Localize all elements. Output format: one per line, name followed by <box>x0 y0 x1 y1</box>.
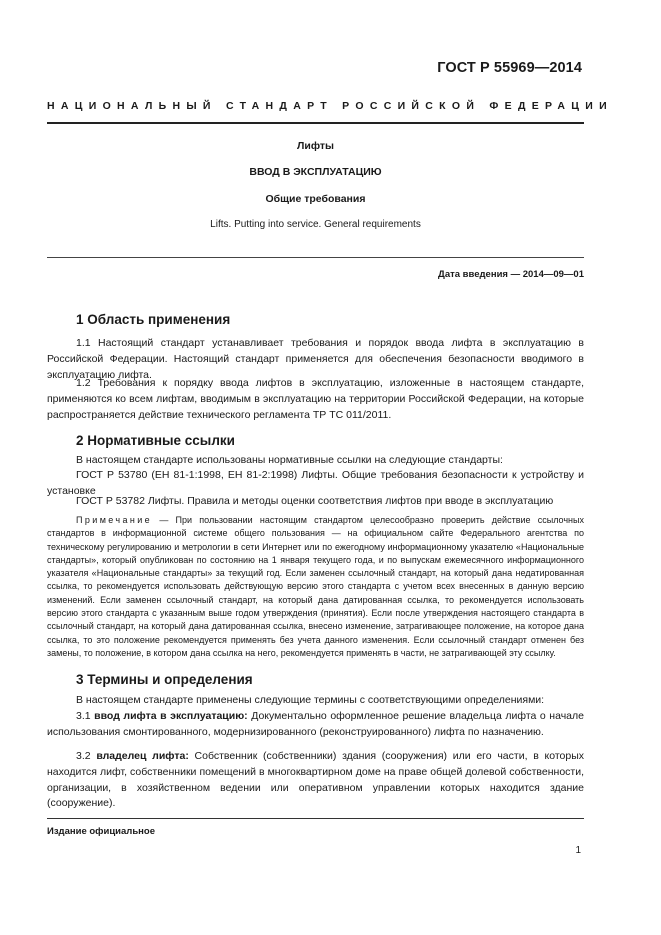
page-number: 1 <box>575 845 581 856</box>
section-1-paragraph-2: 1.2 Требования к порядку ввода лифтов в эксплуатацию, изложенные в настоящем стандарте, применяются ко всем лифтам, вводимым в эксплуатацию на территории Российской Федерации, на которые распространяется действие технического регламента ТР ТС 011/2011. <box>47 377 584 421</box>
title-english: Lifts. Putting into service. General requirements <box>210 219 421 230</box>
section-1-heading: 1 Область применения <box>76 312 231 327</box>
note-label: Примечание <box>76 515 153 525</box>
note-text: — При пользовании настоящим стандартом целесообразно проверить действие ссылочных стандартов в информационной системе общего пользования — на официальном сайте Федерального агентства по техническому регулированию и метрологии в сети Интернет или по ежегодному информационному указателю «Национальные стандарты», который опубликован по состоянию на 1 января текущего года, и по выпускам ежемесячного информационного указателя «Национальные стандарты» за текущий год. Если заменен ссылочный стандарт, на который дана недатированная ссылка, то рекомендуется использовать действующую версию этого стандарта с учетом всех внесенных в данную версию изменений. Если заменен ссылочный стандарт, на который дана датированная ссылка, то рекомендуется использовать версию этого стандарта с указанным выше годом утверждения (принятия). Если после утверждения настоящего стандарта в ссылочный стандарт, на который дана датированная ссылка, внесено изменение, затрагивающее положение, на которое дана ссылка, то это положение рекомендуется применять без учета данного изменения. Если ссылочный стандарт отменен без замены, то положение, в котором дана ссылка на него, рекомендуется применять в части, не затрагивающей эту ссылку. <box>47 515 584 658</box>
section-2-note <box>47 514 584 660</box>
section-1-paragraph-1: 1.1 Настоящий стандарт устанавливает требования и порядок ввода лифта в эксплуатацию в Российской Федерации. Настоящий стандарт применяется для обеспечения безопасности вводимого в эксплуатацию лифта. <box>47 337 584 381</box>
header-divider <box>47 122 584 124</box>
section-2-reference-2: ГОСТ Р 53782 Лифты. Правила и методы оценки соответствия лифтов при вводе в эксплуатацию <box>76 495 554 507</box>
term-3-1-name: ввод лифта в эксплуатацию: <box>94 710 248 722</box>
title-main: ВВОД В ЭКСПЛУАТАЦИЮ <box>249 166 382 178</box>
term-3-1-definition: Документально оформленное решение владельца лифта о начале использования смонтированного, модернизированного (реконструированного) лифта по назначению. <box>47 710 584 738</box>
term-3-2-number: 3.2 <box>76 750 97 762</box>
official-edition-label: Издание официальное <box>47 826 155 837</box>
introduction-date: Дата введения — 2014—09—01 <box>438 269 584 280</box>
section-2-reference-1: ГОСТ Р 53780 (ЕН 81-1:1998, ЕН 81-2:1998) Лифты. Общие требования безопасности к устройству и установке <box>47 469 584 497</box>
term-3-2-definition: Собственник (собственники) здания (сооружения) или его части, в которых находится лифт, собственники помещений в многоквартирном доме на праве общей долевой собственности, организации, в хозяйственном ведении или оперативном управлении которых находится здание (сооружение). <box>47 750 584 810</box>
standard-code: ГОСТ Р 55969—2014 <box>437 60 582 76</box>
title-divider <box>47 257 584 258</box>
section-2-paragraph-1: В настоящем стандарте использованы нормативные ссылки на следующие стандарты: <box>76 454 503 466</box>
term-3-2 <box>47 749 584 812</box>
term-3-1 <box>47 709 584 741</box>
section-2-heading: 2 Нормативные ссылки <box>76 433 235 448</box>
national-standard-line: НАЦИОНАЛЬНЫЙ СТАНДАРТ РОССИЙСКОЙ ФЕДЕРАЦИИ <box>47 100 613 112</box>
title-subject: Лифты <box>297 140 334 152</box>
section-3-paragraph-1: В настоящем стандарте применены следующие термины с соответствующими определениями: <box>76 694 545 706</box>
term-3-1-number: 3.1 <box>76 710 95 722</box>
footer-divider <box>47 818 584 819</box>
section-3-heading: 3 Термины и определения <box>76 672 253 687</box>
title-sub: Общие требования <box>265 193 366 205</box>
term-3-2-name: владелец лифта: <box>96 750 189 762</box>
